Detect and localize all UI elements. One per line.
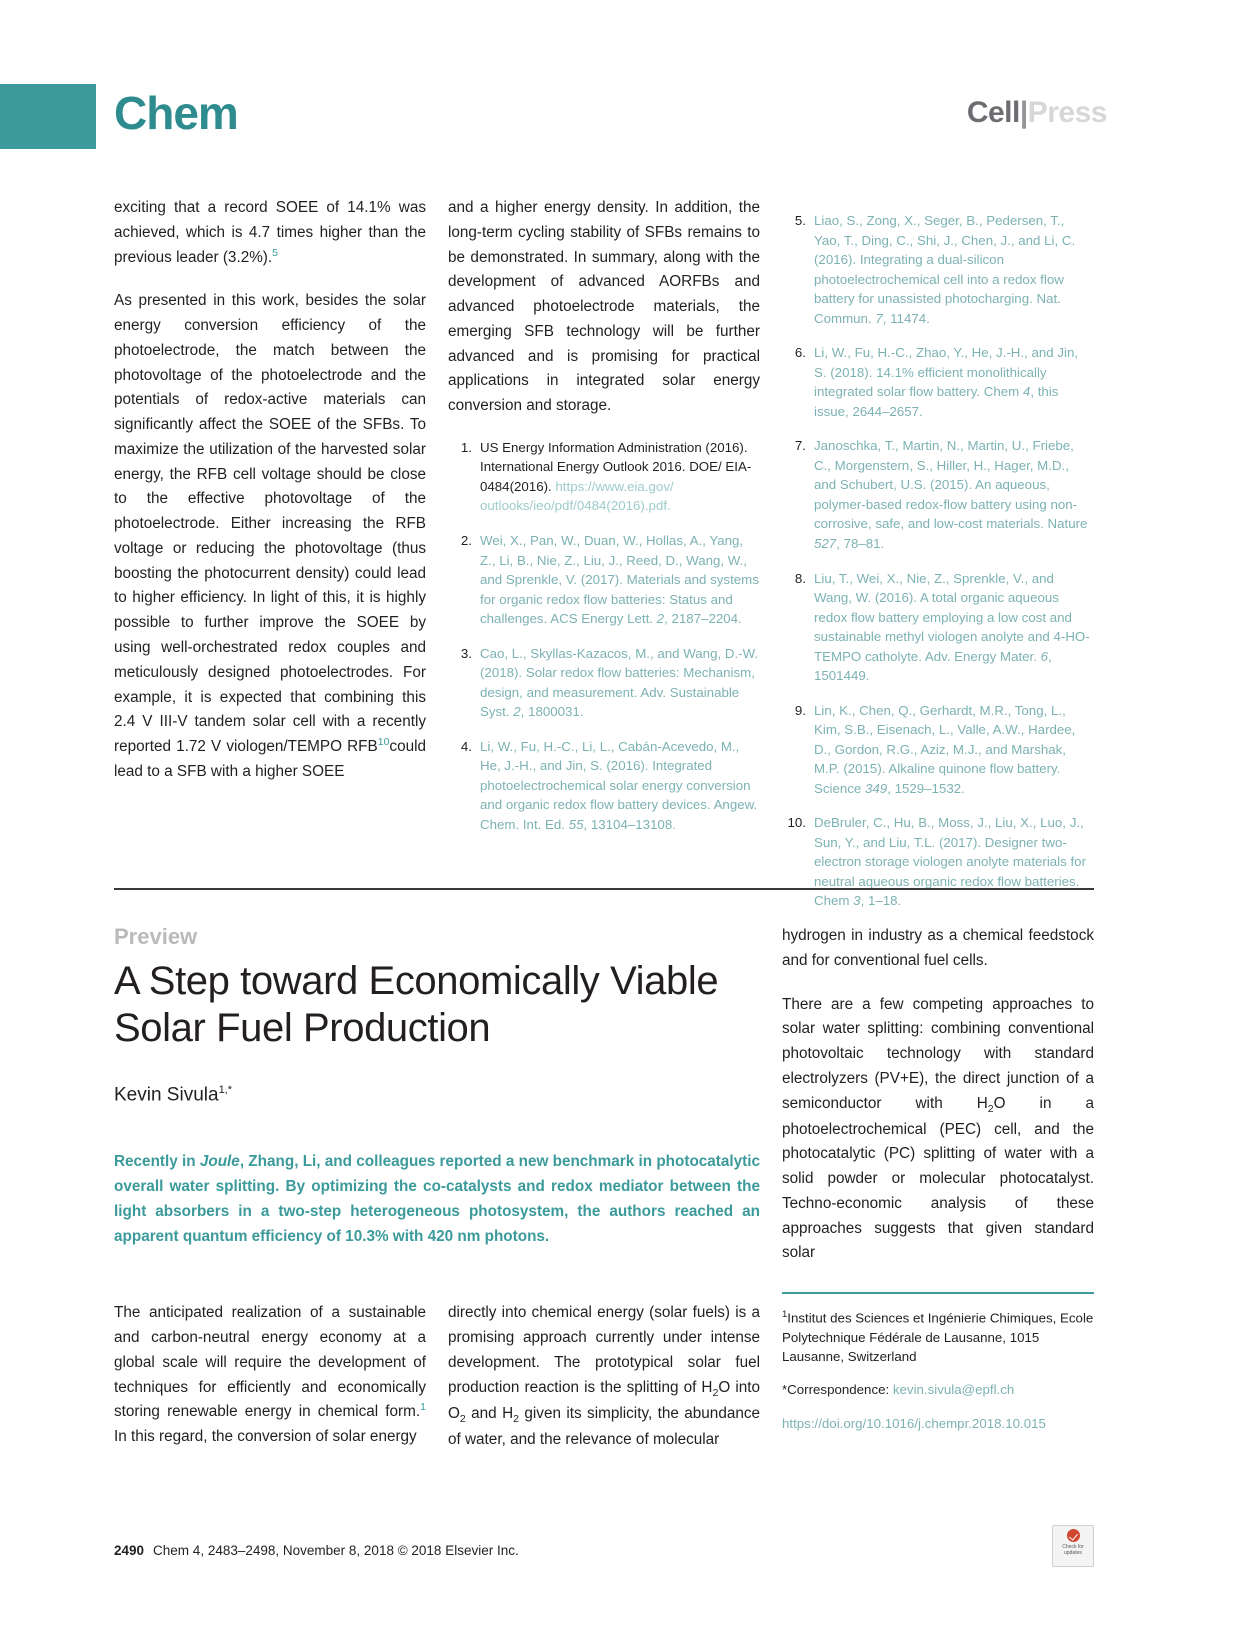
page-masthead [0, 0, 1257, 150]
reference-item [782, 569, 1094, 686]
paragraph-text-tail: could lead to a SFB with a higher SOEE [114, 738, 426, 780]
author-byline [114, 1084, 760, 1106]
reference-pages: , 2187–2204. [664, 611, 742, 627]
paragraph-text-pre: There are a few competing approaches to solar water splitting: combining conventional photovoltaic technology with standard electrolyzers (PV+E), the direct junction of a semiconductor with H [782, 995, 1094, 1112]
paragraph-directly-into-chemical [448, 1301, 760, 1452]
author-name: Kevin Sivula [114, 1084, 219, 1106]
article-column-1 [114, 196, 426, 926]
crossmark-check-icon [1067, 1529, 1080, 1542]
reference-pages: , 78–81. [836, 535, 885, 551]
paragraph-text-tail: given its simplicity, the abundance of water, and the relevance of molecular [448, 1404, 760, 1448]
article-column-2 [448, 196, 760, 926]
correspondence-label: *Correspondence: [782, 1382, 893, 1398]
paragraph-text-tail: In this regard, the conversion of solar energy [114, 1428, 417, 1446]
reference-marker-1[interactable]: 1 [420, 1401, 426, 1414]
doi-link[interactable]: https://doi.org/10.1016/j.chempr.2018.10.015 [782, 1415, 1046, 1431]
reference-url[interactable]: https://www.eia.gov/ outlooks/ieo/pdf/0484(2016).pdf. [480, 478, 674, 514]
reference-text: Liu, T., Wei, X., Nie, Z., Sprenkle, V., and Wang, W. (2016). A total organic aqueous redox flow battery employing a low cost and sustainable methyl viologen anolyte and 4-HO-TEMPO catholyte. Adv. Energy Mater. [814, 570, 1090, 664]
reference-item [782, 211, 1094, 328]
reference-number: 10. [787, 815, 806, 831]
reference-text: DeBruler, C., Hu, B., Moss, J., Liu, X., Luo, J., Sun, Y., and Liu, T.L. (2017). Designer two-electron storage viologen anolyte materials for neutral aqueous organic redox flow batteries. Chem [814, 815, 1086, 909]
paragraph-text-mid2: and H [465, 1404, 514, 1422]
paragraph-text: The anticipated realization of a sustainable and carbon-neutral energy economy at a global scale will require the development of techniques for efficiently and economically storing renewable energy in chemical form. [114, 1304, 426, 1421]
reference-number: 8. [794, 570, 806, 586]
page-footer [114, 1543, 1094, 1558]
reference-volume: 6 [1040, 648, 1049, 664]
article-column-3 [782, 196, 1094, 926]
reference-number: 4. [460, 738, 472, 754]
reference-volume: 4 [1022, 384, 1031, 400]
preview-grid [114, 924, 1094, 1453]
paragraph-hydrogen-in-industry: hydrogen in industry as a chemical feedstock and for conventional fuel cells. [782, 927, 1094, 969]
cellpress-bar: | [1019, 96, 1028, 129]
reference-text: Lin, K., Chen, Q., Gerhardt, M.R., Tong, L., Kim, S.B., Eisenach, L., Valle, A.W., Hardee, D., Gordon, R.G., Aziz, M.J., and Marshak, M.P. (2015). Alkaline quinone flow battery. Science [814, 702, 1076, 796]
reference-number: 5. [794, 213, 806, 228]
summary-text-pre: Recently in [114, 1153, 200, 1171]
crossmark-badge-icon[interactable] [1052, 1525, 1094, 1567]
crossmark-line-1: Check for [1062, 1544, 1084, 1550]
reference-volume: 2 [513, 704, 521, 720]
paragraph-text: As presented in this work, besides the solar energy conversion efficiency of the photoelectrode, the match between the photovoltage of the photoelectrode and the potentials of redox-active materials can significantly affect the SOEE of the SFBs. To maximize the utilization of the harvested solar energy, the RFB cell voltage should be close to the effective photovoltage of the photoelectrode. Either increasing the RFB voltage or reducing the photovoltage (thus boosting the photocurrent density) could lead to higher efficiency. In light of this, it is highly possible to further improve the SOEE by using well-orchestrated redox couples and meticulously designed photoelectrodes. For example, it is expected that combining this 2.4 V III-V tandem solar cell with a recently reported 1.72 V viologen/TEMPO RFB [114, 292, 426, 756]
reference-text: Janoschka, T., Martin, N., Martin, U., Friebe, C., Morgenstern, S., Hiller, H., Hager, M.D., and Schubert, U.S. (2015). An aqueous, polymer-based redox-flow battery using non-corrosive, safe, and low-cost materials. Nature [814, 438, 1088, 532]
preview-body-column-3 [782, 924, 1094, 1453]
cellpress-cell-text: Cell [966, 96, 1020, 129]
affiliation-divider-rule [782, 1292, 1094, 1294]
reference-pages: , 11474. [882, 310, 930, 326]
preview-body-column-1 [114, 1301, 426, 1452]
cellpress-press-text: Press [1027, 96, 1107, 129]
reference-item [448, 438, 760, 516]
paragraph-higher-energy-density: and a higher energy density. In addition, the long-term cycling stability of SFBs remains to be demonstrated. In summary, along with the development of advanced AORFBs and advanced photoelectrode materials, the emerging SFB technology will be further advanced and is promising for practical applications in integrated solar energy conversion and storage. [448, 199, 760, 415]
section-divider-rule [114, 888, 1094, 890]
reference-number: 1. [460, 439, 472, 455]
reference-pages: , this issue, 2644–2657. [814, 384, 1059, 419]
three-column-grid [114, 196, 1094, 926]
article-type-kicker: Preview [114, 924, 198, 949]
reference-pages: , 1800031. [520, 704, 584, 720]
subscript-2: 2 [513, 1412, 519, 1425]
reference-marker-5[interactable]: 5 [272, 246, 278, 259]
summary-text-post: , Zhang, Li, and colleagues reported a new benchmark in photocatalytic overall water splitting. By optimizing the co-catalysts and redox mediator between the light absorbers in a two-step heterogeneous photosystem, the authors reached an apparent quantum efficiency of 10.3% with 420 nm photons. [114, 1153, 761, 1245]
correspondence-line [782, 1380, 1094, 1399]
reference-number: 9. [794, 702, 806, 718]
reference-volume: 7 [875, 310, 883, 326]
reference-pages: , 1501449. [814, 648, 1052, 684]
journal-name-italic: Joule [199, 1153, 240, 1171]
paragraph-competing-approaches [782, 993, 1094, 1267]
correspondence-email-link[interactable]: kevin.sivula@epfl.ch [892, 1382, 1015, 1398]
paragraph-text-pre: directly into chemical energy (solar fuels) is a promising approach currently under intense development. The prototypical solar fuel production reaction is the splitting of H [448, 1304, 760, 1396]
subscript-2: 2 [987, 1102, 994, 1115]
journal-title: Chem [114, 87, 238, 139]
page-number: 2490 [114, 1543, 145, 1558]
affiliation-marker: 1 [782, 1309, 788, 1321]
reference-pages: , 13104–13108. [583, 816, 676, 832]
subscript-2: 2 [459, 1412, 466, 1425]
preview-main-column [114, 924, 760, 1453]
author-affiliation-marker[interactable]: 1,* [218, 1083, 233, 1096]
paragraph-text: exciting that a record SOEE of 14.1% was achieved, which is 4.7 times higher than the previous leader (3.2%). [114, 199, 426, 266]
reference-item [448, 531, 760, 629]
paragraph-text-post: O in a photoelectrochemical (PEC) cell, and the photocatalytic (PC) splitting of water with a solid powder or molecular photocatalyst. Techno-economic analysis of these approaches suggests that given standard solar [782, 1094, 1094, 1262]
reference-number: 3. [460, 645, 472, 661]
reference-volume: 349 [865, 780, 888, 796]
affiliation-text [782, 1308, 1094, 1366]
reference-text: Li, W., Fu, H.-C., Li, L., Cabán-Acevedo, M., He, J.-H., and Jin, S. (2016). Integrated photoelectrochemical solar energy conversion and organic redox flow battery devices. Angew. Chem. Int. Ed. [480, 738, 758, 832]
preview-body-column-2 [448, 1301, 760, 1452]
brand-color-block [0, 84, 96, 149]
cell-press-logo [967, 98, 1107, 128]
reference-list-column-3 [782, 211, 1094, 911]
reference-number: 6. [794, 345, 806, 361]
reference-list-column-2 [448, 438, 760, 835]
reference-text: US Energy Information Administration (2016). International Energy Outlook 2016. DOE/ EIA-0484(2016). [480, 439, 752, 494]
paragraph-record-soee [114, 196, 426, 270]
reference-item [782, 343, 1094, 421]
affiliation-body: Institut des Sciences et Ingénierie Chimiques, Ecole Polytechnique Fédérale de Lausanne, 1015 Lausanne, Switzerland [782, 1310, 1094, 1365]
preview-summary [114, 1150, 760, 1249]
subscript-2: 2 [712, 1386, 719, 1399]
paragraph-anticipated-realization [114, 1301, 426, 1450]
reference-item [448, 737, 760, 835]
preview-section [114, 860, 1094, 1453]
preview-body-grid [114, 1301, 760, 1452]
reference-pages: , 1529–1532. [887, 780, 965, 796]
reference-number: 2. [460, 533, 472, 549]
reference-volume: 3 [853, 893, 861, 909]
crossmark-line-2: updates [1064, 1550, 1082, 1557]
paragraph-as-presented [114, 289, 426, 784]
reference-number: 7. [794, 438, 806, 454]
continued-article-section [114, 196, 1094, 926]
reference-text: Li, W., Fu, H.-C., Zhao, Y., He, J.-H., and Jin, S. (2018). 14.1% efficient monolithically integrated solar flow battery. Chem [814, 345, 1079, 400]
footer-citation: Chem 4, 2483–2498, November 8, 2018 © 2018 Elsevier Inc. [153, 1543, 519, 1558]
reference-text: Wei, X., Pan, W., Duan, W., Hollas, A., Yang, Z., Li, B., Nie, Z., Liu, J., Reed, D., Wang, W., and Sprenkle, V. (2017). Materials and systems for organic redox flow batteries: Status and challenges. ACS Energy Lett. [480, 533, 759, 627]
reference-text: Cao, L., Skyllas-Kazacos, M., and Wang, D.-W. (2018). Solar redox flow batteries: Mechanism, design, and measurement. Adv. Sustainable Syst. [480, 645, 759, 720]
reference-text: Liao, S., Zong, X., Seger, B., Pedersen, T., Yao, T., Ding, C., Shi, J., Chen, J., and Li, C. (2016). Integrating a dual-silicon photoelectrochemical cell into a redox flow battery for unassisted photocharging. Nat. Commun. [814, 213, 1076, 326]
reference-volume: 55 [568, 816, 584, 832]
reference-item [782, 436, 1094, 553]
reference-item [782, 701, 1094, 799]
reference-volume: 2 [656, 611, 665, 627]
reference-volume: 527 [814, 535, 837, 551]
reference-pages: , 1–18. [860, 893, 902, 909]
reference-marker-10[interactable]: 10 [377, 735, 390, 748]
reference-item [448, 644, 760, 722]
page-title: A Step toward Economically Viable Solar Fuel Production [114, 959, 719, 1051]
paragraph-text-mid1: O into O [448, 1378, 760, 1422]
